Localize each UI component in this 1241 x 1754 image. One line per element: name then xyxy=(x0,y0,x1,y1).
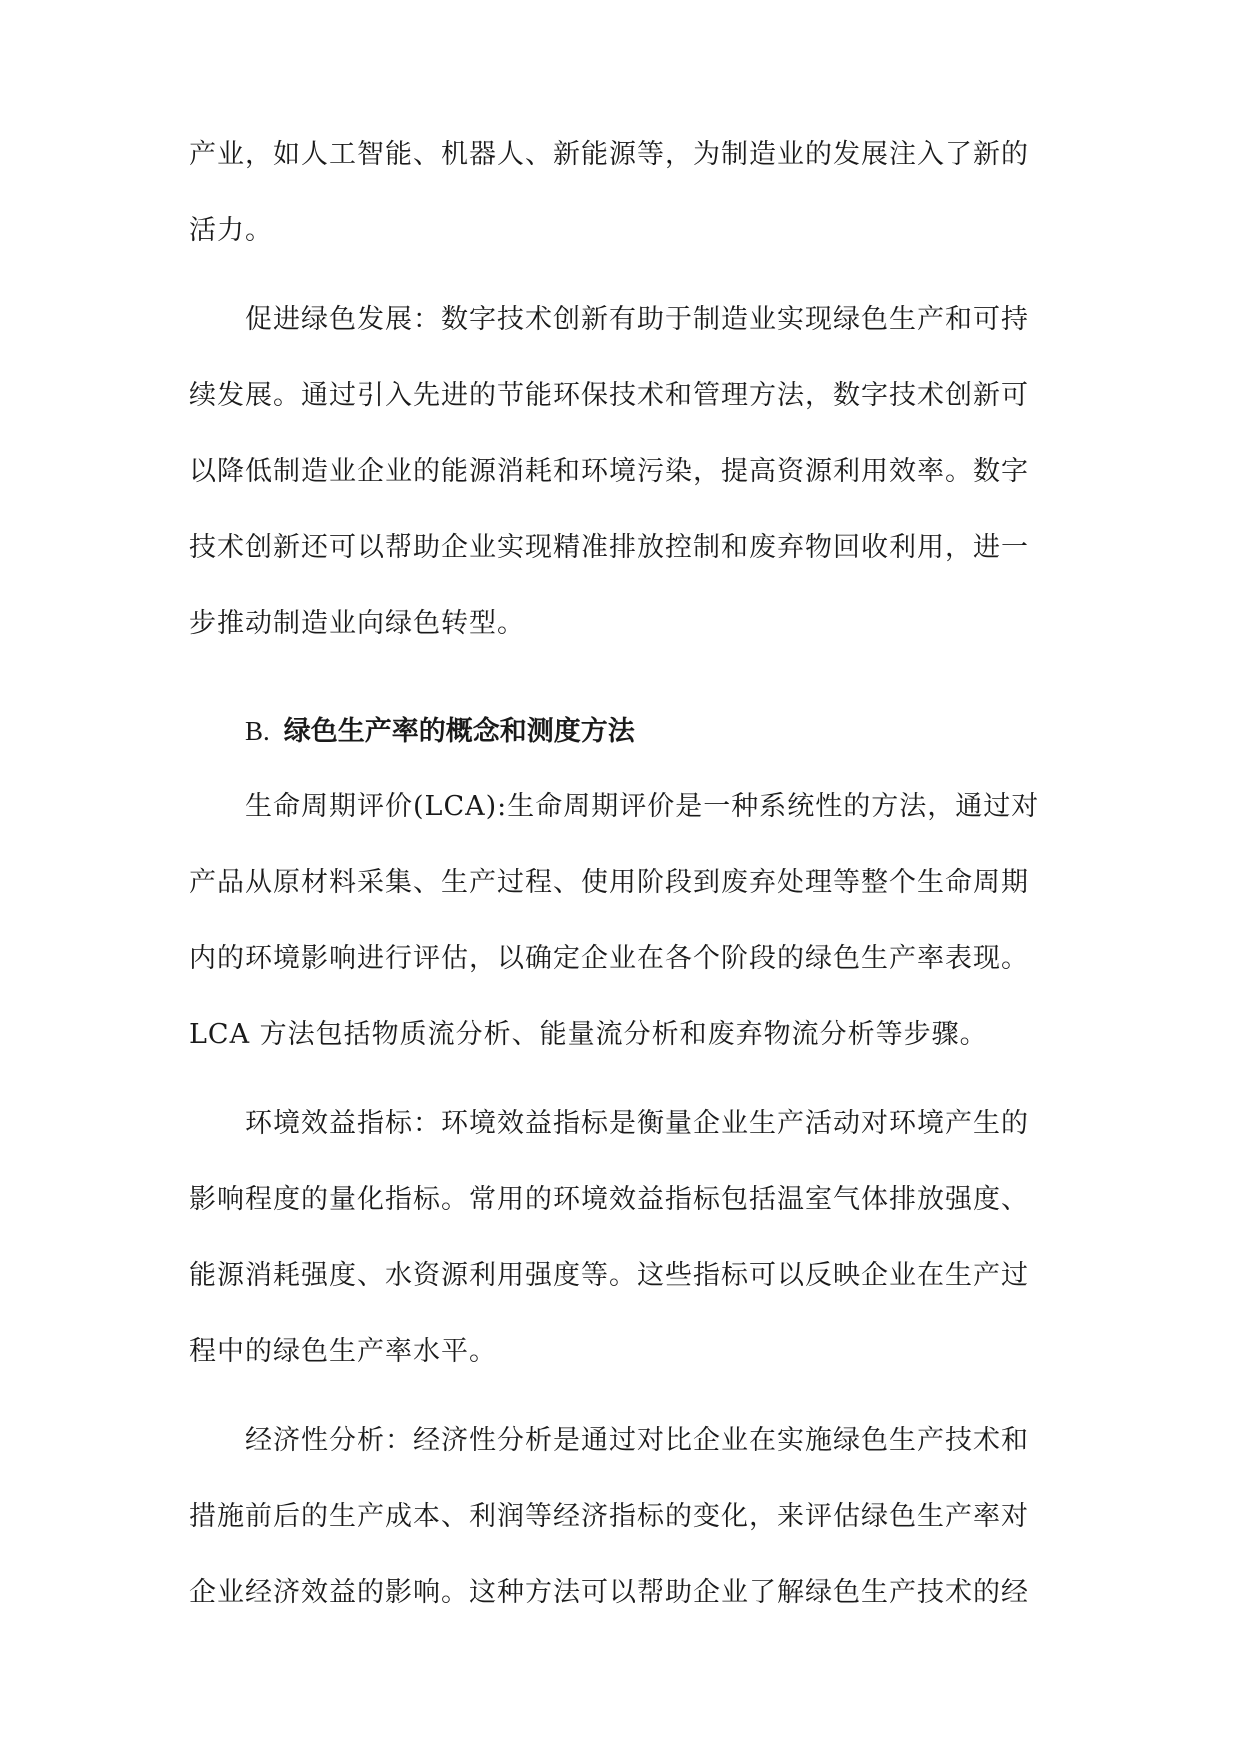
paragraph-line: 企业经济效益的影响。这种方法可以帮助企业了解绿色生产技术的经 xyxy=(189,1577,1029,1608)
paragraph-line: 促进绿色发展：数字技术创新有助于制造业实现绿色生产和可持 xyxy=(245,304,1029,335)
paragraph-line: 活力。 xyxy=(189,215,273,246)
paragraph-line: 生命周期评价(LCA):生命周期评价是一种系统性的方法，通过对 xyxy=(245,791,1040,822)
paragraph-line: 步推动制造业向绿色转型。 xyxy=(189,608,525,639)
section-heading xyxy=(245,713,635,750)
section-heading-title: 绿色生产率的概念和测度方法 xyxy=(283,716,635,747)
paragraph-line: 影响程度的量化指标。常用的环境效益指标包括温室气体排放强度、 xyxy=(189,1184,1029,1215)
paragraph-line: 环境效益指标：环境效益指标是衡量企业生产活动对环境产生的 xyxy=(245,1108,1029,1139)
paragraph-line: 技术创新还可以帮助企业实现精准排放控制和废弃物回收利用，进一 xyxy=(189,532,1029,563)
paragraph-line: 产品从原材料采集、生产过程、使用阶段到废弃处理等整个生命周期 xyxy=(189,867,1029,898)
paragraph-line: 经济性分析：经济性分析是通过对比企业在实施绿色生产技术和 xyxy=(245,1425,1029,1456)
paragraph-line: 续发展。通过引入先进的节能环保技术和管理方法，数字技术创新可 xyxy=(189,380,1029,411)
paragraph-line: 内的环境影响进行评估，以确定企业在各个阶段的绿色生产率表现。 xyxy=(189,943,1029,974)
section-heading-marker: B. xyxy=(245,716,270,746)
paragraph-line: 以降低制造业企业的能源消耗和环境污染，提高资源利用效率。数字 xyxy=(189,456,1029,487)
paragraph-line: 措施前后的生产成本、利润等经济指标的变化，来评估绿色生产率对 xyxy=(189,1501,1029,1532)
paragraph-line: 程中的绿色生产率水平。 xyxy=(189,1336,497,1367)
paragraph-line: 能源消耗强度、水资源利用强度等。这些指标可以反映企业在生产过 xyxy=(189,1260,1029,1291)
paragraph-line: 产业，如人工智能、机器人、新能源等，为制造业的发展注入了新的 xyxy=(189,139,1029,170)
paragraph-line: LCA 方法包括物质流分析、能量流分析和废弃物流分析等步骤。 xyxy=(189,1019,988,1050)
